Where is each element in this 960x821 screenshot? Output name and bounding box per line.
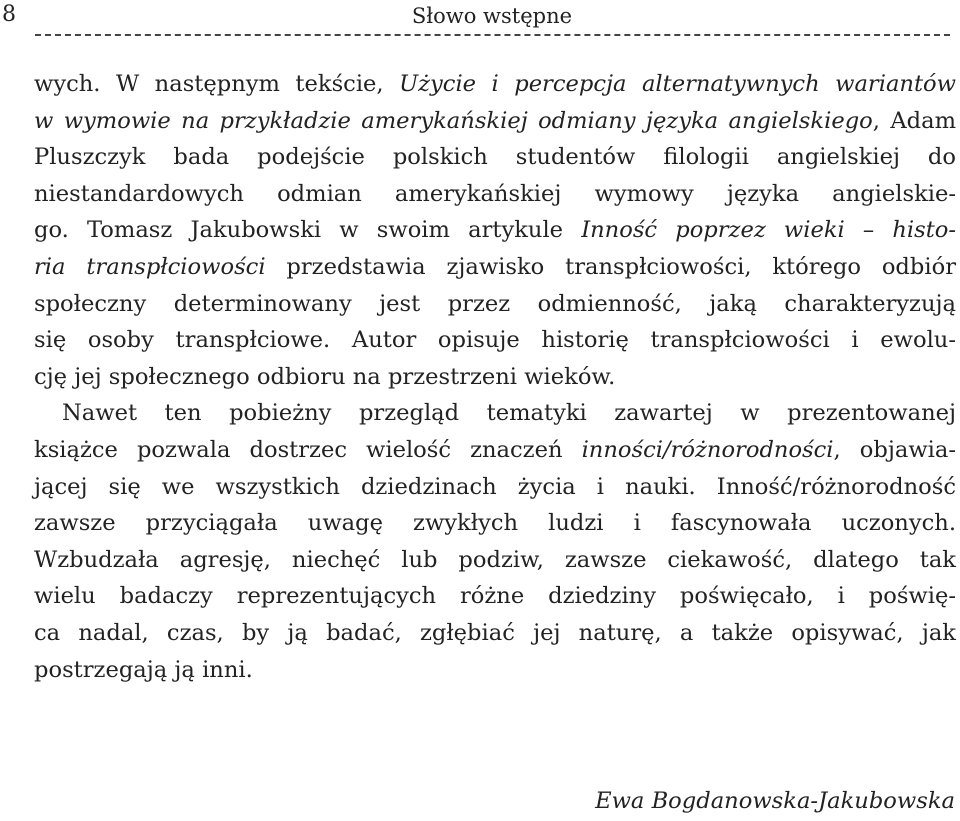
body-text [34, 66, 956, 688]
text-line: jącej się we wszystkich dziedzinach życia i nauki. Inność/różnorodność [34, 473, 956, 500]
text-line: Wzbudzała agresję, niechęć lub podziw, zawsze ciekawość, dlatego tak [34, 546, 956, 573]
author-signature: Ewa Bogdanowska-Jakubowska [595, 788, 955, 814]
text-line: niestandardowych odmian amerykańskiej wymowy języka angielskie- [34, 180, 956, 207]
italic-title: Inność poprzez wieki – histo- [581, 217, 957, 244]
text-line: Nawet ten pobieżny przegląd tematyki zawartej w prezentowanej [62, 400, 956, 427]
header-dashed-rule [35, 34, 950, 36]
text-span: , Adam [872, 107, 956, 134]
page-header [0, 0, 960, 40]
text-line: Pluszczyk bada podejście polskich studentów filologii angielskiej do [34, 144, 956, 171]
text-line [34, 212, 956, 249]
text-line: wielu badaczy reprezentujących różne dziedziny poświęcało, i poświę- [34, 583, 956, 610]
text-line: postrzegają ją inni. [34, 656, 253, 683]
text-span: , objawia- [833, 436, 956, 463]
italic-title: ria transpłciowości [34, 253, 266, 280]
text-line: zawsze przyciągała uwagę zwykłych ludzi i fascynowała uczonych. [34, 510, 956, 537]
text-line: cję jej społecznego odbioru na przestrzeni wieków. [34, 363, 616, 390]
italic-title: w wymowie na przykładzie amerykańskiej odmiany języka angielskiego [34, 107, 873, 134]
running-head: Słowo wstępne [411, 4, 573, 28]
italic-term: inności/różnorodności [581, 436, 834, 463]
text-line: się osoby transpłciowe. Autor opisuje historię transpłciowości i ewolu- [34, 327, 956, 354]
text-line [34, 103, 956, 140]
text-line [34, 249, 956, 286]
page-number: 8 [2, 2, 16, 27]
text-line [34, 66, 956, 103]
italic-title: Użycie i percepcja alternatywnych wariantów [399, 71, 956, 97]
text-line [34, 432, 956, 469]
text-span: przedstawia zjawisko transpłciowości, którego odbiór [265, 253, 956, 280]
text-line: ca nadal, czas, by ją badać, zgłębiać jej naturę, a także opisywać, jak [34, 619, 956, 646]
text-line: społeczny determinowany jest przez odmienność, jaką charakteryzują [34, 290, 956, 317]
text-span: wych. W następnym tekście, [34, 71, 400, 97]
text-span: go. Tomasz Jakubowski w swoim artykule [34, 217, 582, 244]
text-span: książce pozwala dostrzec wielość znaczeń [34, 436, 582, 463]
